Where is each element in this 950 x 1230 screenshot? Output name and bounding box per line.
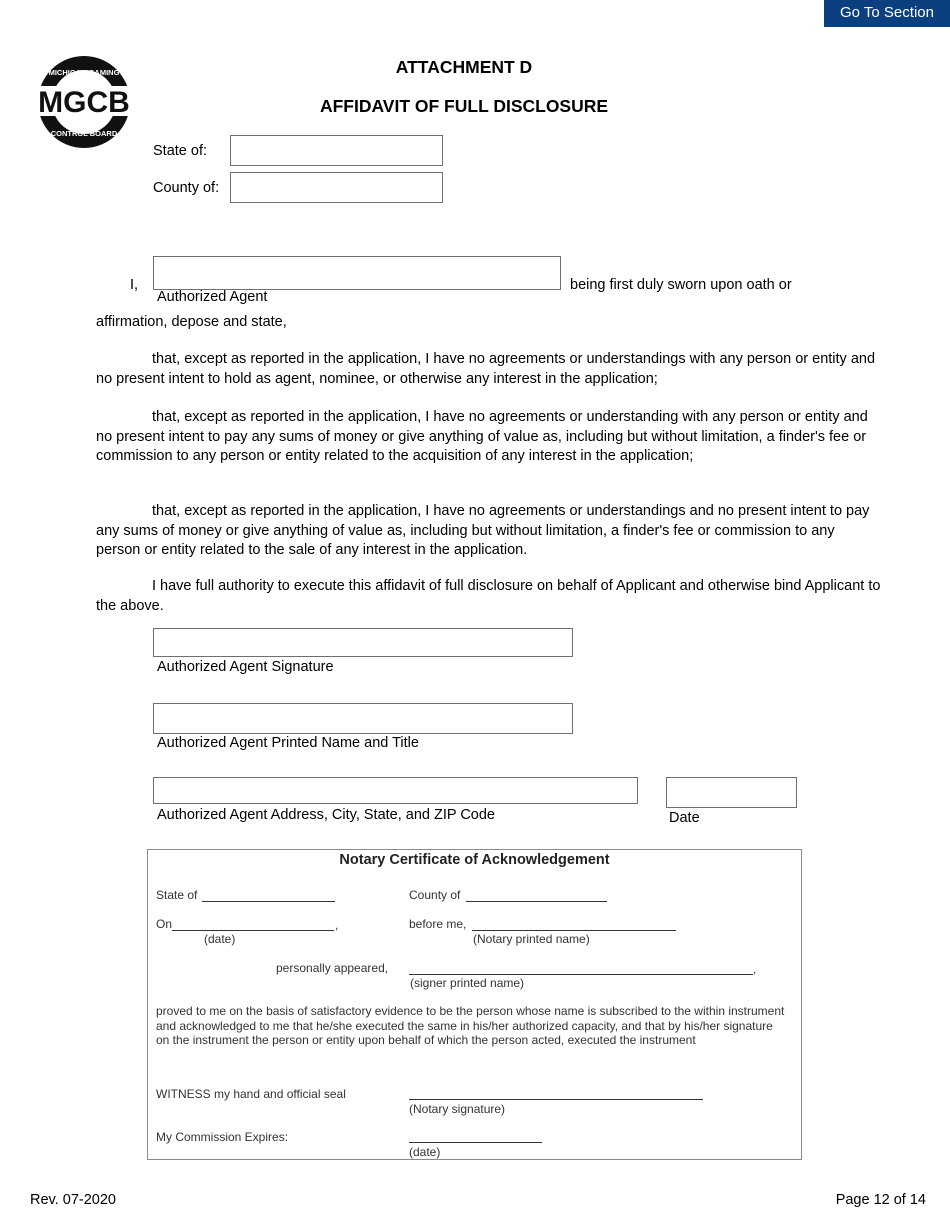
notary-signature-line (409, 1099, 703, 1100)
page-number: Page 12 of 14 (835, 1192, 926, 1208)
signer-comma: , (753, 962, 757, 976)
attachment-title: ATTACHMENT D (395, 57, 533, 77)
paragraph-1: that, except as reported in the application, I have no agreements or understandings with any person or entity and no present intent to hold as agent, nominee, or otherwise any interest in the application; (96, 351, 876, 387)
notary-date-hint: (date) (204, 932, 236, 946)
paragraph-4: I have full authority to execute this affidavit of full disclosure on behalf of Applicant and otherwise bind Applicant to the above. (96, 578, 881, 614)
date-input[interactable] (666, 777, 797, 808)
affirmation-text: affirmation, depose and state, (96, 314, 287, 330)
commission-date-hint: (date) (409, 1145, 441, 1159)
notary-name-line (472, 930, 676, 931)
commission-date-line (409, 1142, 542, 1143)
notary-proved-text: proved to me on the basis of satisfactory evidence to be the person whose name is subscribed to the within instrument and acknowledged to me that he/she executed the same in his/her authorized capacity, and that by his/her signature on the instrument the person or entity upon behalf of which the person acted, executed the instrument (156, 1004, 785, 1047)
authorized-agent-input[interactable] (153, 256, 561, 290)
personally-appeared-label: personally appeared, (276, 961, 389, 975)
state-label: State of: (153, 143, 208, 159)
notary-title: Notary Certificate of Acknowledgement (339, 852, 610, 868)
notary-before-me: before me, (409, 917, 467, 931)
logo-ring-top: MICHIGAN GAMING (48, 68, 120, 77)
signer-name-hint: (signer printed name) (410, 976, 525, 990)
agent-printed-name-input[interactable] (153, 703, 573, 734)
witness-label: WITNESS my hand and official seal (156, 1087, 346, 1101)
notary-on-date-line (172, 930, 334, 931)
paragraph-3: that, except as reported in the application, I have no agreements or understandings and no present intent to pay any sums of money or give anything of value as, including but without limitation, a finder's fee or commission to any person or entity related to the sale of any interest in the application. (96, 503, 870, 558)
county-label: County of: (153, 180, 220, 196)
paragraph-2: that, except as reported in the application, I have no agreements or understanding with any person or entity and no present intent to pay any sums of money or give anything of value as, including but without limitation, a finder's fee or commission to any person or entity related to the acquisition of any interest in the application; (96, 409, 868, 464)
logo-ring-bottom: CONTROL BOARD (50, 129, 118, 138)
agent-signature-label: Authorized Agent Signature (157, 659, 334, 675)
sworn-text: being first duly sworn upon oath or (570, 277, 792, 293)
affidavit-title: AFFIDAVIT OF FULL DISCLOSURE (319, 96, 609, 116)
notary-name-hint: (Notary printed name) (473, 932, 590, 946)
notary-comma: , (335, 918, 339, 932)
agent-printed-name-label: Authorized Agent Printed Name and Title (157, 735, 419, 751)
state-input[interactable] (230, 135, 443, 166)
signer-name-line (409, 974, 753, 975)
notary-county-line (466, 901, 607, 902)
notary-on-label: On (156, 917, 173, 931)
date-label: Date (669, 810, 700, 826)
county-input[interactable] (230, 172, 443, 203)
logo-initials: MGCB (38, 86, 130, 119)
agent-address-label: Authorized Agent Address, City, State, and ZIP Code (157, 807, 495, 823)
agent-address-input[interactable] (153, 777, 638, 804)
notary-state-label: State of (156, 888, 198, 902)
commission-expires-label: My Commission Expires: (156, 1130, 289, 1144)
notary-state-line (202, 901, 335, 902)
revision-label: Rev. 07-2020 (30, 1192, 116, 1208)
authorized-agent-label: Authorized Agent (157, 289, 268, 305)
notary-certificate (147, 849, 802, 1160)
i-label: I, (130, 277, 139, 293)
notary-county-label: County of (409, 888, 461, 902)
notary-signature-hint: (Notary signature) (409, 1102, 506, 1116)
agent-signature-input[interactable] (153, 628, 573, 657)
go-to-section-button[interactable]: Go To Section (824, 0, 950, 27)
